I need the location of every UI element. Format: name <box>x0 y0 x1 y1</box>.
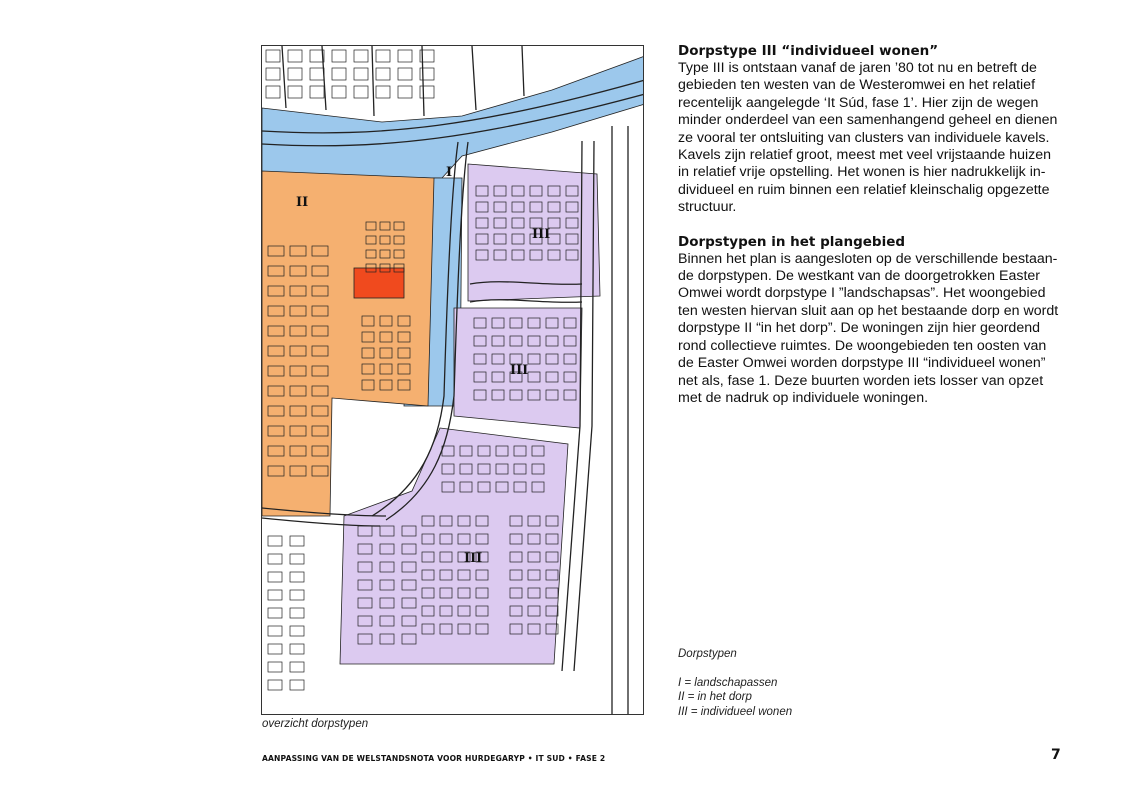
body-line: structuur. <box>678 199 737 216</box>
body-line: ten westen hiervan sluit aan op het bestaande dorp en wordt <box>678 302 1059 319</box>
map-label-iii-middle: III <box>510 363 529 378</box>
house-block <box>290 662 304 672</box>
footer-title: AANPASSING VAN DE WELSTANDSNOTA VOOR HURDEGARYP • IT SUD • FASE 2 <box>262 754 606 763</box>
zone-individueel-south <box>340 428 568 664</box>
map-label-iii-north: III <box>532 227 551 242</box>
house-block <box>288 68 302 80</box>
map-caption: overzicht dorpstypen <box>262 718 369 730</box>
page-number: 7 <box>1051 747 1061 763</box>
house-block <box>332 86 346 98</box>
section-title-dorpstype-iii: Dorpstype III “individueel wonen” <box>678 43 939 59</box>
body-line: minder onderdeel van een samenhangend geheel en dienen <box>678 112 1058 129</box>
house-block <box>268 536 282 546</box>
body-line: de Easter Omwei worden dorpstype III “individueel wonen” <box>678 355 1046 372</box>
section-body-dorpstype-iii <box>678 60 1073 217</box>
house-block <box>290 590 304 600</box>
house-block <box>290 680 304 690</box>
body-line: Kavels zijn relatief groot, meest met veel vrijstaande huizen <box>678 147 1051 164</box>
house-block <box>376 68 390 80</box>
body-line: met de nadruk op individuele woningen. <box>678 389 929 406</box>
house-block <box>398 68 412 80</box>
legend-item: III = individueel wonen <box>678 705 793 718</box>
house-block <box>290 572 304 582</box>
house-block <box>288 50 302 62</box>
house-block <box>290 554 304 564</box>
map-label-iii-south: III <box>464 551 483 566</box>
body-line: recentelijk aangelegde ‘It Súd, fase 1’. Hier zijn de wegen <box>678 94 1039 111</box>
house-block <box>268 608 282 618</box>
house-block <box>290 608 304 618</box>
house-block <box>268 644 282 654</box>
body-line: Type III is ontstaan vanaf de jaren ’80 tot nu en betreft de <box>678 60 1037 76</box>
zone-dorp <box>262 171 434 516</box>
house-block <box>290 626 304 636</box>
body-line: Omwei wordt dorpstype I ”landschapsas”. Het woongebied <box>678 285 1046 302</box>
house-block <box>268 572 282 582</box>
body-line: net als, fase 1. Deze buurten worden iets losser van opzet <box>678 372 1044 389</box>
section-title-plangebied: Dorpstypen in het plangebied <box>678 233 906 250</box>
dorpstypen-map <box>261 45 644 715</box>
house-block <box>376 86 390 98</box>
body-line: in relatief vrije opstelling. Het wonen is hier nadrukkelijk in- <box>678 164 1046 181</box>
legend <box>678 647 792 719</box>
section-body-plangebied <box>678 251 1073 408</box>
house-block <box>376 50 390 62</box>
body-line: dividueel en ruim binnen een relatief kleinschalig opgezette <box>678 181 1050 198</box>
house-block <box>268 680 282 690</box>
legend-item: I = landschapassen <box>678 676 778 689</box>
zone-water-road <box>262 56 644 178</box>
house-block <box>290 644 304 654</box>
body-line: ze vooral ter ontsluiting van clusters van individuele kavels. <box>678 129 1050 146</box>
body-line: dorpstype II “in het dorp”. De woningen zijn hier geordend <box>678 320 1040 337</box>
house-block <box>354 86 368 98</box>
house-block <box>310 86 324 98</box>
house-block <box>288 86 302 98</box>
house-block <box>266 86 280 98</box>
house-block <box>268 662 282 672</box>
text-column <box>678 43 1073 424</box>
house-block <box>266 50 280 62</box>
house-block <box>310 68 324 80</box>
zone-highlight <box>354 268 404 298</box>
house-block <box>268 626 282 636</box>
house-block <box>268 590 282 600</box>
body-line: rond collectieve ruimtes. De woongebieden ten oosten van <box>678 337 1047 354</box>
house-block <box>332 68 346 80</box>
house-block <box>354 68 368 80</box>
house-block <box>332 50 346 62</box>
house-block <box>290 536 304 546</box>
body-line: Binnen het plan is aangesloten op de verschillende bestaan- <box>678 250 1058 267</box>
map-drawing <box>262 46 644 715</box>
map-label-i: I <box>446 165 453 180</box>
body-line: de dorpstypen. De westkant van de doorgetrokken Easter <box>678 268 1040 285</box>
legend-title: Dorpstypen <box>678 648 737 660</box>
house-block <box>354 50 368 62</box>
house-block <box>420 86 434 98</box>
house-block <box>266 68 280 80</box>
legend-item: II = in het dorp <box>678 691 752 703</box>
house-block <box>398 50 412 62</box>
map-label-ii: II <box>296 195 309 210</box>
body-line: gebieden ten westen van de Westeromwei en het relatief <box>678 77 1036 94</box>
house-block <box>268 554 282 564</box>
house-block <box>398 86 412 98</box>
